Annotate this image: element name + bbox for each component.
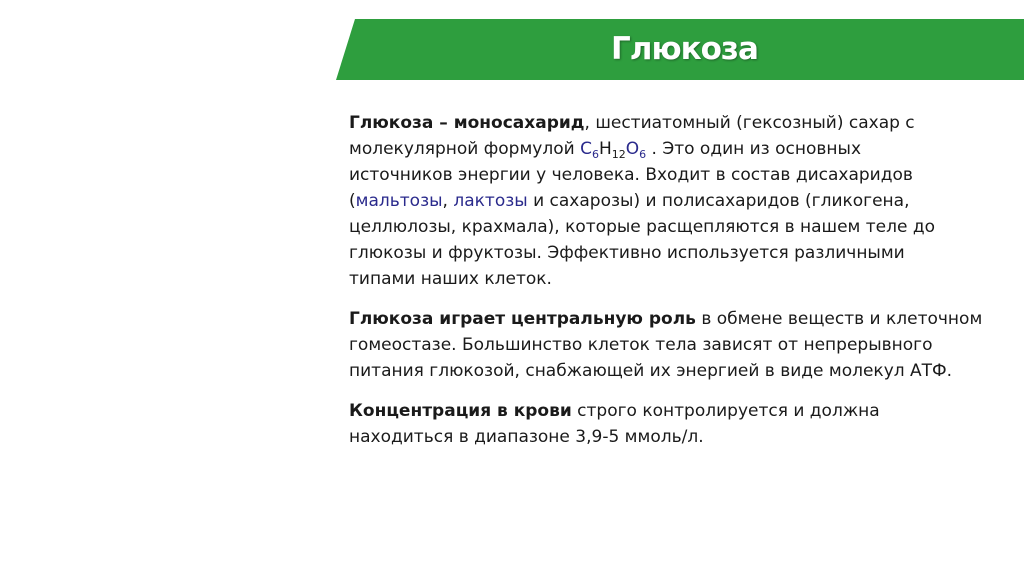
formula-link[interactable] — [626, 139, 646, 159]
text-segment: в обмене веществ и клеточном — [695, 309, 983, 329]
slide-content — [349, 110, 1024, 464]
text-segment: ( — [349, 191, 356, 211]
text-line — [349, 136, 1024, 162]
text-segment: молекулярной формулой — [349, 139, 581, 159]
text-segment: , шестиатомный (гексозный) сахар с — [584, 113, 915, 133]
text-line: источников энергии у человека. Входит в состав дисахаридов — [349, 165, 913, 185]
lactose-link[interactable]: лактозы — [453, 191, 528, 211]
text-line: типами наших клеток. — [349, 269, 552, 289]
paragraph-definition — [349, 110, 1024, 292]
text-line — [349, 398, 1024, 424]
text-segment: и сахарозы) и полисахаридов (гликогена, — [527, 191, 910, 211]
text-line: находиться в диапазоне 3,9-5 ммоль/л. — [349, 427, 704, 447]
formula-element-o: O — [625, 139, 640, 159]
text-line: целлюлозы, крахмала), которые расщепляются в нашем теле до — [349, 217, 936, 237]
bold-term: Концентрация в крови — [349, 401, 572, 421]
text-segment: строго контролируется и должна — [571, 401, 880, 421]
text-segment: . Это один из основных — [646, 139, 862, 159]
text-line: глюкозы и фруктозы. Эффективно используется различными — [349, 243, 905, 263]
paragraph-central-role — [349, 306, 1024, 384]
text-line — [349, 306, 1024, 332]
bold-term: Глюкоза играет центральную роль — [349, 309, 696, 329]
text-line — [349, 188, 1024, 214]
text-segment: , — [442, 191, 454, 211]
formula-subscript: 6 — [639, 148, 647, 161]
slide-title: Глюкоза — [611, 31, 758, 67]
formula-subscript: 12 — [611, 148, 626, 161]
bold-term: Глюкоза – моносахарид — [349, 113, 585, 133]
formula-link[interactable] — [580, 139, 599, 159]
formula-element-c: C — [580, 139, 592, 159]
text-line: питания глюкозой, снабжающей их энергией в виде молекул АТФ. — [349, 361, 953, 381]
text-line — [349, 110, 1024, 136]
formula-element-h: H — [598, 139, 612, 159]
maltose-link[interactable]: мальтозы — [355, 191, 443, 211]
paragraph-blood-concentration — [349, 398, 1024, 450]
formula-subscript: 6 — [591, 148, 599, 161]
text-line: гомеостазе. Большинство клеток тела зависят от непрерывного — [349, 335, 933, 355]
